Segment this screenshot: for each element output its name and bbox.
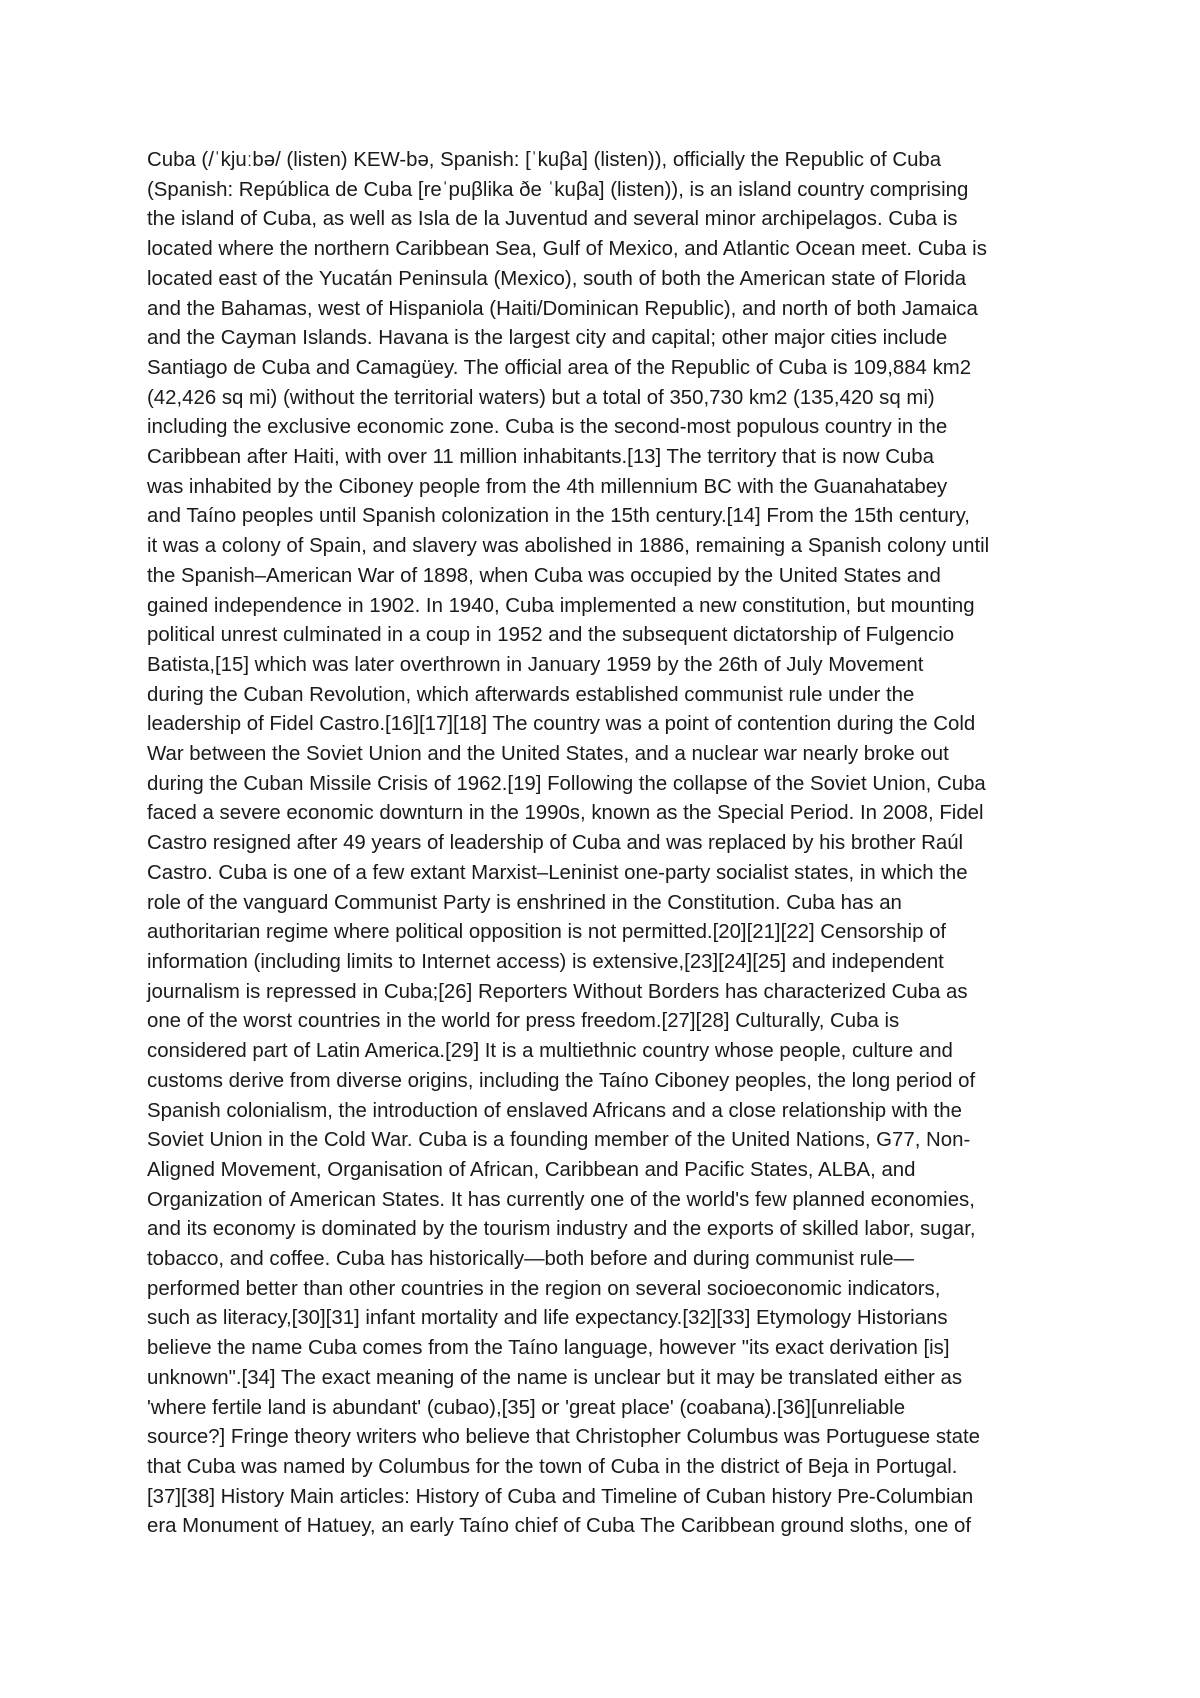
- text-line: located east of the Yucatán Peninsula (Mexico), south of both the American state of Florida: [147, 267, 967, 290]
- text-line: (Spanish: República de Cuba [reˈpuβlika ðe ˈkuβa] (listen)), is an island country comprising: [147, 178, 969, 201]
- text-line: such as literacy,[30][31] infant mortality and life expectancy.[32][33] Etymology Historians: [147, 1307, 948, 1330]
- text-line: it was a colony of Spain, and slavery was abolished in 1886, remaining a Spanish colony until: [147, 535, 990, 558]
- text-line: information (including limits to Internet access) is extensive,[23][24][25] and independent: [147, 950, 944, 973]
- text-line: the Spanish–American War of 1898, when Cuba was occupied by the United States and: [147, 564, 941, 587]
- text-line: War between the Soviet Union and the United States, and a nuclear war nearly broke out: [147, 743, 949, 766]
- text-line: unknown".[34] The exact meaning of the name is unclear but it may be translated either as: [147, 1366, 963, 1389]
- text-line: role of the vanguard Communist Party is enshrined in the Constitution. Cuba has an: [147, 891, 902, 914]
- text-line: gained independence in 1902. In 1940, Cuba implemented a new constitution, but mounting: [147, 594, 975, 617]
- text-line: located where the northern Caribbean Sea, Gulf of Mexico, and Atlantic Ocean meet. Cuba is: [147, 238, 987, 261]
- text-line: source?] Fringe theory writers who believe that Christopher Columbus was Portuguese state: [147, 1426, 981, 1449]
- text-line: journalism is repressed in Cuba;[26] Reporters Without Borders has characterized Cuba as: [147, 980, 968, 1003]
- text-line: Spanish colonialism, the introduction of enslaved Africans and a close relationship with the: [147, 1099, 962, 1122]
- text-line: leadership of Fidel Castro.[16][17][18] The country was a point of contention during the Cold: [147, 713, 976, 736]
- text-line: during the Cuban Missile Crisis of 1962.[19] Following the collapse of the Soviet Union, Cuba: [147, 772, 986, 795]
- text-line: Santiago de Cuba and Camagüey. The official area of the Republic of Cuba is 109,884 km2: [147, 356, 972, 379]
- text-line: Batista,[15] which was later overthrown in January 1959 by the 26th of July Movement: [147, 653, 924, 676]
- text-line: faced a severe economic downturn in the 1990s, known as the Special Period. In 2008, Fidel: [147, 802, 984, 825]
- text-line: [37][38] History Main articles: History of Cuba and Timeline of Cuban history Pre-Columbian: [147, 1485, 974, 1508]
- body-paragraph: [147, 146, 1077, 1542]
- text-line: one of the worst countries in the world for press freedom.[27][28] Culturally, Cuba is: [147, 1010, 900, 1033]
- text-line: performed better than other countries in the region on several socioeconomic indicators,: [147, 1277, 941, 1300]
- text-line: including the exclusive economic zone. Cuba is the second-most populous country in the: [147, 416, 948, 439]
- text-line: considered part of Latin America.[29] It is a multiethnic country whose people, culture and: [147, 1040, 953, 1063]
- text-line: and the Cayman Islands. Havana is the largest city and capital; other major cities include: [147, 327, 948, 350]
- text-line: Caribbean after Haiti, with over 11 million inhabitants.[13] The territory that is now Cuba: [147, 446, 934, 469]
- text-line: and its economy is dominated by the tourism industry and the exports of skilled labor, sugar,: [147, 1218, 976, 1241]
- text-line: Soviet Union in the Cold War. Cuba is a founding member of the United Nations, G77, Non-: [147, 1129, 971, 1152]
- text-line: Castro. Cuba is one of a few extant Marxist–Leninist one-party socialist states, in which the: [147, 861, 968, 884]
- text-line: (42,426 sq mi) (without the territorial waters) but a total of 350,730 km2 (135,420 sq mi): [147, 386, 935, 409]
- text-line: believe the name Cuba comes from the Taíno language, however "its exact derivation [is]: [147, 1337, 950, 1360]
- text-line: customs derive from diverse origins, including the Taíno Ciboney peoples, the long period of: [147, 1069, 976, 1092]
- text-line: political unrest culminated in a coup in 1952 and the subsequent dictatorship of Fulgencio: [147, 624, 955, 647]
- text-line: that Cuba was named by Columbus for the town of Cuba in the district of Beja in Portugal.: [147, 1455, 958, 1478]
- text-line: and Taíno peoples until Spanish colonization in the 15th century.[14] From the 15th century,: [147, 505, 970, 528]
- text-line: and the Bahamas, west of Hispaniola (Haiti/Dominican Republic), and north of both Jamaica: [147, 297, 978, 320]
- text-line: tobacco, and coffee. Cuba has historically—both before and during communist rule—: [147, 1248, 914, 1271]
- text-line: Castro resigned after 49 years of leadership of Cuba and was replaced by his brother Raúl: [147, 832, 964, 855]
- text-line: Aligned Movement, Organisation of African, Caribbean and Pacific States, ALBA, and: [147, 1158, 916, 1181]
- text-line: during the Cuban Revolution, which afterwards established communist rule under the: [147, 683, 915, 706]
- text-line: Organization of American States. It has currently one of the world's few planned economies,: [147, 1188, 975, 1211]
- text-line: the island of Cuba, as well as Isla de la Juventud and several minor archipelagos. Cuba is: [147, 208, 958, 231]
- text-line: era Monument of Hatuey, an early Taíno chief of Cuba The Caribbean ground sloths, one of: [147, 1515, 972, 1538]
- text-line: authoritarian regime where political opposition is not permitted.[20][21][22] Censorship of: [147, 921, 947, 944]
- text-line: was inhabited by the Ciboney people from the 4th millennium BC with the Guanahatabey: [147, 475, 948, 498]
- text-line: 'where fertile land is abundant' (cubao),[35] or 'great place' (coabana).[36][unreliable: [147, 1396, 906, 1419]
- text-line: Cuba (/ˈkjuːbə/ (listen) KEW-bə, Spanish: [ˈkuβa] (listen)), officially the Republic of Cuba: [147, 149, 942, 171]
